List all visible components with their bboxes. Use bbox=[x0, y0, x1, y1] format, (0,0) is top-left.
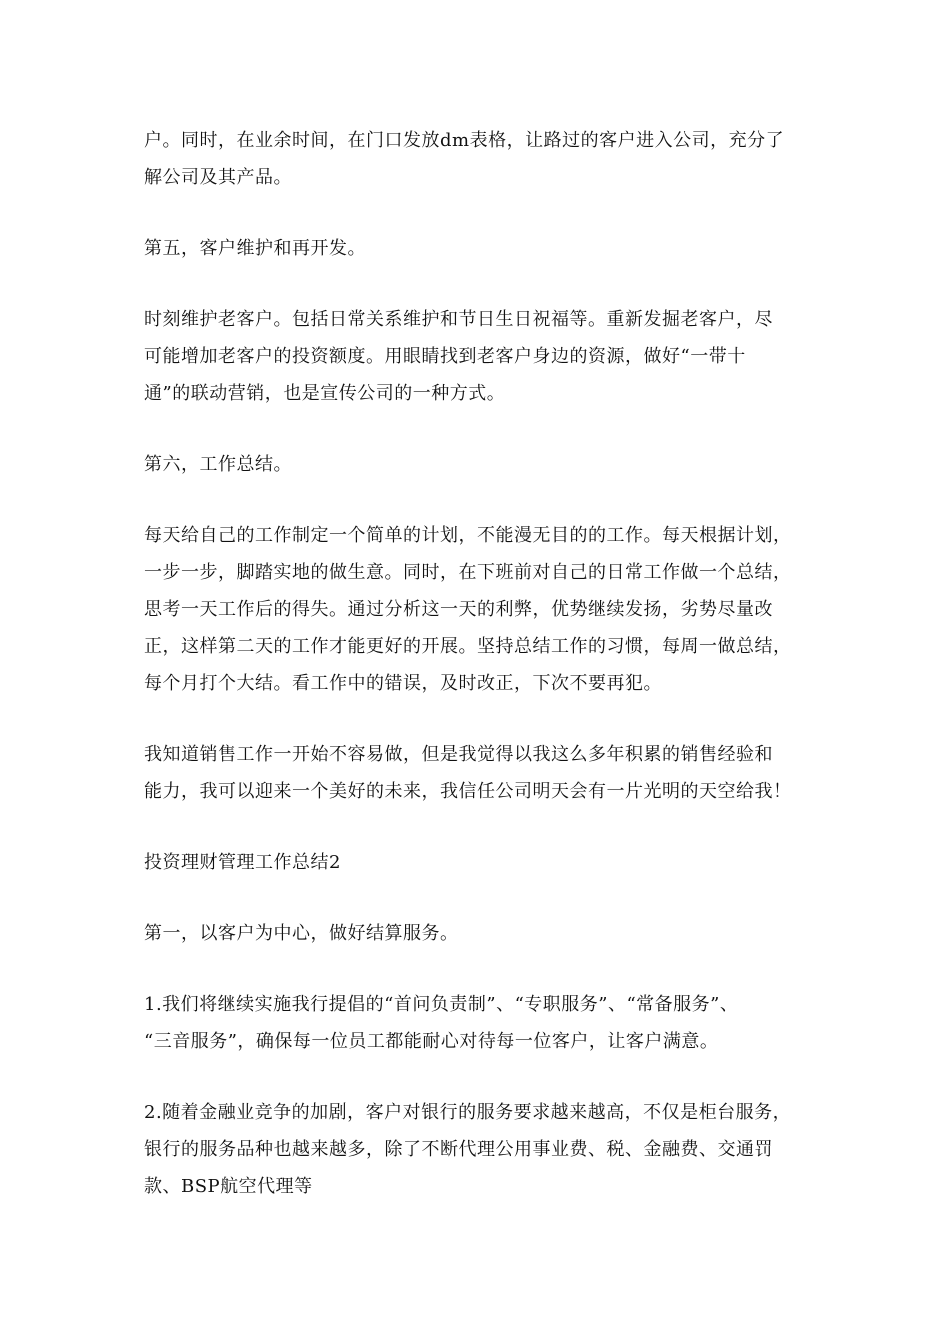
text-line: 每个月打个大结。看工作中的错误，及时改正，下次不要再犯。 bbox=[144, 673, 662, 694]
paragraph bbox=[144, 301, 809, 412]
text-line: 投资理财管理工作总结2 bbox=[144, 852, 341, 873]
text-line: 可能增加老客户的投资额度。用眼睛找到老客户身边的资源，做好“一带十 bbox=[144, 346, 746, 367]
section-heading bbox=[144, 446, 809, 483]
text-line: 2.随着金融业竞争的加剧，客户对银行的服务要求越来越高，不仅是柜台服务， bbox=[144, 1102, 792, 1123]
text-line: 银行的服务品种也越来越多，除了不断代理公用事业费、税、金融费、交通罚 bbox=[144, 1139, 773, 1160]
text-line: 能力，我可以迎来一个美好的未来，我信任公司明天会有一片光明的天空给我！ bbox=[144, 781, 792, 802]
paragraph bbox=[144, 736, 809, 810]
document-subtitle bbox=[144, 844, 809, 881]
text-line: 正，这样第二天的工作才能更好的开展。坚持总结工作的习惯，每周一做总结， bbox=[144, 636, 792, 657]
section-heading bbox=[144, 230, 809, 267]
document-body bbox=[144, 122, 809, 1239]
paragraph bbox=[144, 517, 809, 702]
text-line: 解公司及其产品。 bbox=[144, 167, 292, 188]
text-line: 1.我们将继续实施我行提倡的“首问负责制”、“专职服务”、“常备服务”、 bbox=[144, 994, 739, 1015]
text-line: 思考一天工作后的得失。通过分析这一天的利弊，优势继续发扬，劣势尽量改 bbox=[144, 599, 773, 620]
text-line: 户。同时，在业余时间，在门口发放dm表格，让路过的客户进入公司，充分了 bbox=[144, 130, 785, 151]
text-line: 第五，客户维护和再开发。 bbox=[144, 238, 366, 259]
text-line: 款、BSP航空代理等 bbox=[144, 1176, 313, 1197]
section-heading bbox=[144, 915, 809, 952]
text-line: 通”的联动营销，也是宣传公司的一种方式。 bbox=[144, 383, 506, 404]
text-line: 第六，工作总结。 bbox=[144, 454, 292, 475]
text-line: 第一，以客户为中心，做好结算服务。 bbox=[144, 923, 459, 944]
text-line: 我知道销售工作一开始不容易做，但是我觉得以我这么多年积累的销售经验和 bbox=[144, 744, 773, 765]
text-line: “三音服务”，确保每一位员工都能耐心对待每一位客户，让客户满意。 bbox=[144, 1031, 719, 1052]
paragraph bbox=[144, 122, 809, 196]
text-line: 一步一步，脚踏实地的做生意。同时，在下班前对自己的日常工作做一个总结， bbox=[144, 562, 792, 583]
numbered-paragraph bbox=[144, 986, 809, 1060]
text-line: 时刻维护老客户。包括日常关系维护和节日生日祝福等。重新发掘老客户，尽 bbox=[144, 309, 773, 330]
numbered-paragraph bbox=[144, 1094, 809, 1205]
text-line: 每天给自己的工作制定一个简单的计划，不能漫无目的的工作。每天根据计划， bbox=[144, 525, 792, 546]
